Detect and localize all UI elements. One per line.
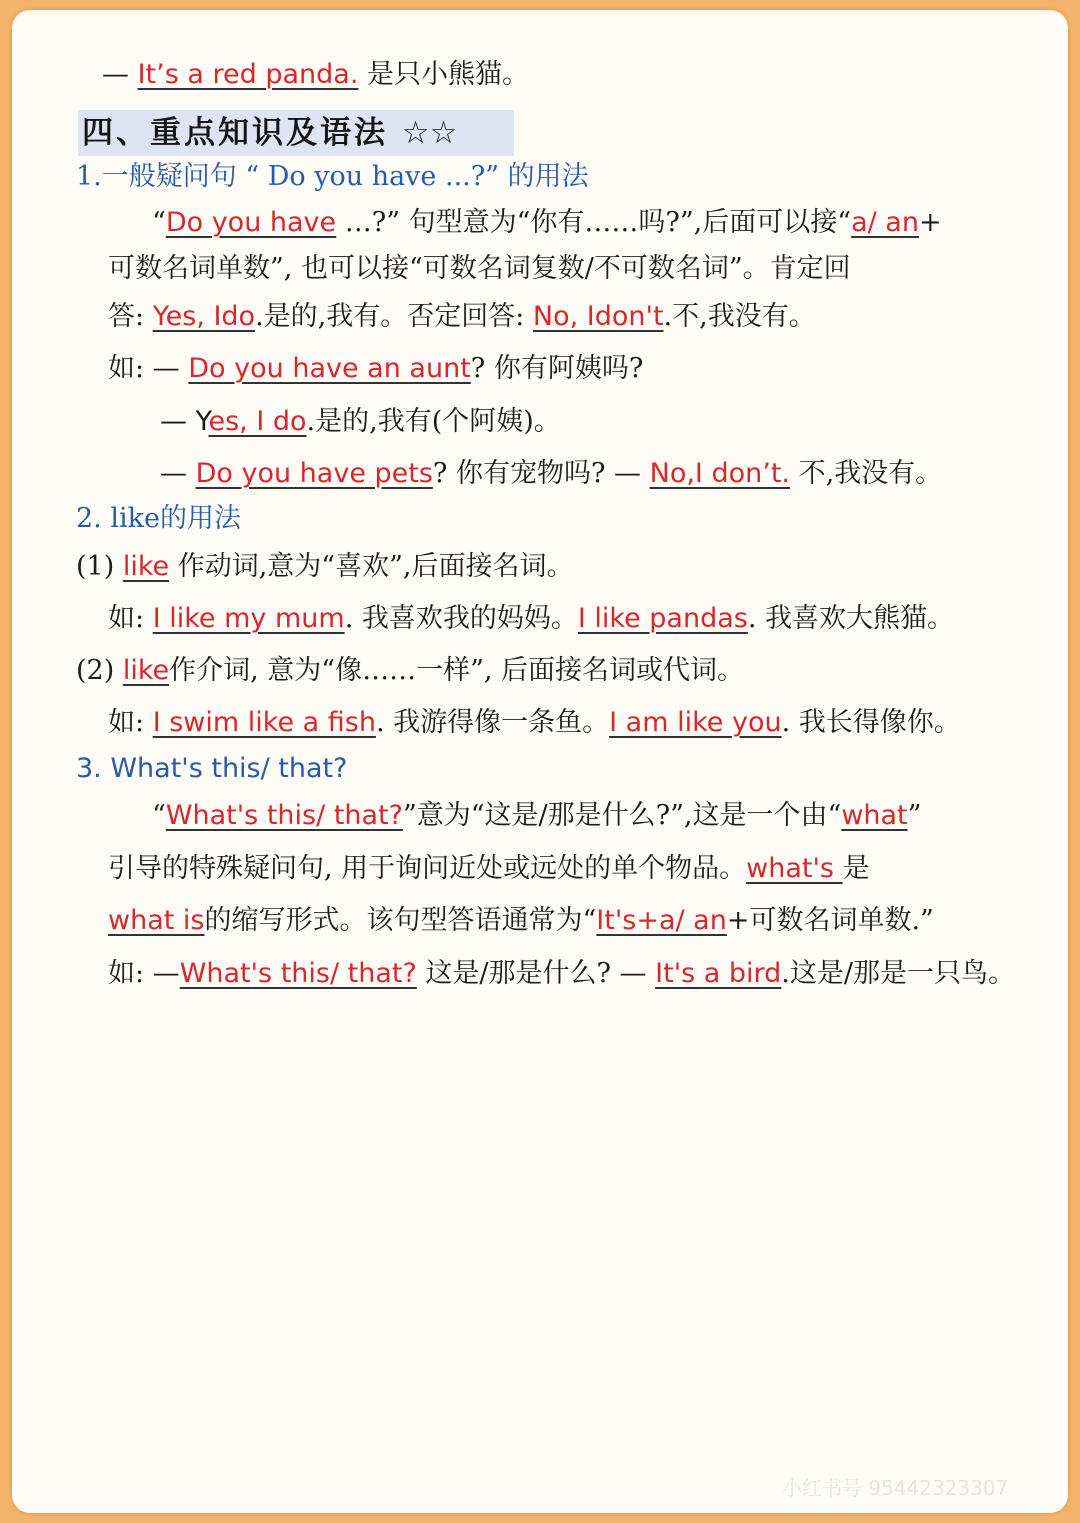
- section-heading: [82, 114, 457, 153]
- answer-text: No,I don’t.: [649, 458, 790, 489]
- answer-text: I like my mum: [152, 603, 345, 634]
- heading-text: 四、重点知识及语法: [82, 115, 388, 151]
- s2-p2: (2) like作介词, 意为“像……一样”, 后面接名词或代词。: [76, 655, 745, 686]
- s1-example-2: — Yes, I do.是的,我有(个阿姨)。: [160, 406, 561, 437]
- answer-text: a/ an: [851, 207, 919, 238]
- dash: —: [102, 59, 129, 90]
- s1-p2: 可数名词单数”, 也可以接“可数名词复数/不可数名词”。肯定回: [108, 253, 851, 284]
- document-page: [12, 10, 1068, 1513]
- s2-p1: (1) like 作动词,意为“喜欢”,后面接名词。: [76, 551, 574, 582]
- answer-text: It's+a/ an: [596, 905, 727, 936]
- answer-text: like: [122, 551, 170, 582]
- s3-title: 3. What's this/ that?: [76, 753, 348, 784]
- s1-p1: “Do you have …?” 句型意为“你有……吗?”,后面可以接“a/ an+: [152, 207, 942, 238]
- answer-text: Do you have an aunt: [188, 353, 471, 384]
- answer-text: Yes, Ido: [152, 301, 256, 332]
- answer-text: Do you have pets: [195, 458, 433, 489]
- chinese-text: 是只小熊猫。: [367, 59, 529, 90]
- answer-text: Do you have: [165, 207, 337, 238]
- s1-title: 1.一般疑问句 “ Do you have ...?” 的用法: [76, 161, 589, 192]
- answer-text: What's this/ that?: [165, 800, 403, 831]
- s2-example-2: 如: I swim like a fish. 我游得像一条鱼。I am like you. 我长得像你。: [108, 707, 961, 738]
- s1-example-3: — Do you have pets? 你有宠物吗? — No,I don’t. 不,我没有。: [160, 458, 943, 489]
- top-line: [102, 58, 529, 92]
- s3-p1: “What's this/ that?”意为“这是/那是什么?”,这是一个由“what”: [152, 800, 922, 831]
- s1-p3: 答: Yes, Ido.是的,我有。否定回答: No, Idon't.不,我没有。: [108, 301, 816, 332]
- s1-example-1: 如: — Do you have an aunt? 你有阿姨吗?: [108, 353, 644, 384]
- s3-p2: 引导的特殊疑问句, 用于询问近处或远处的单个物品。what's 是: [108, 853, 870, 884]
- answer-text: I swim like a fish: [152, 707, 376, 738]
- answer-text: what: [841, 800, 908, 831]
- s3-p3: what is的缩写形式。该句型答语通常为“It's+a/ an+可数名词单数.”: [108, 905, 934, 936]
- star-icon: ☆☆: [401, 115, 458, 151]
- answer-text: like: [122, 655, 170, 686]
- s2-example-1: 如: I like my mum. 我喜欢我的妈妈。I like pandas. 我喜欢大熊猫。: [108, 603, 954, 634]
- answer-text: It's a bird: [655, 958, 782, 989]
- answer-text: What's this/ that?: [179, 958, 417, 989]
- watermark: 小红书号 95442323307: [782, 1476, 1009, 1500]
- answer-text: It’s a red panda.: [137, 59, 359, 90]
- answer-text: what's: [746, 853, 843, 884]
- answer-text: I like pandas: [577, 603, 748, 634]
- answer-text: what is: [108, 905, 205, 936]
- answer-text: es, I do: [208, 406, 307, 437]
- s3-example: 如: —What's this/ that? 这是/那是什么? — It's a bird.这是/那是一只鸟。: [108, 958, 1015, 989]
- answer-text: No, Idon't: [532, 301, 664, 332]
- s2-title: 2. like的用法: [76, 503, 241, 534]
- answer-text: I am like you: [609, 707, 782, 738]
